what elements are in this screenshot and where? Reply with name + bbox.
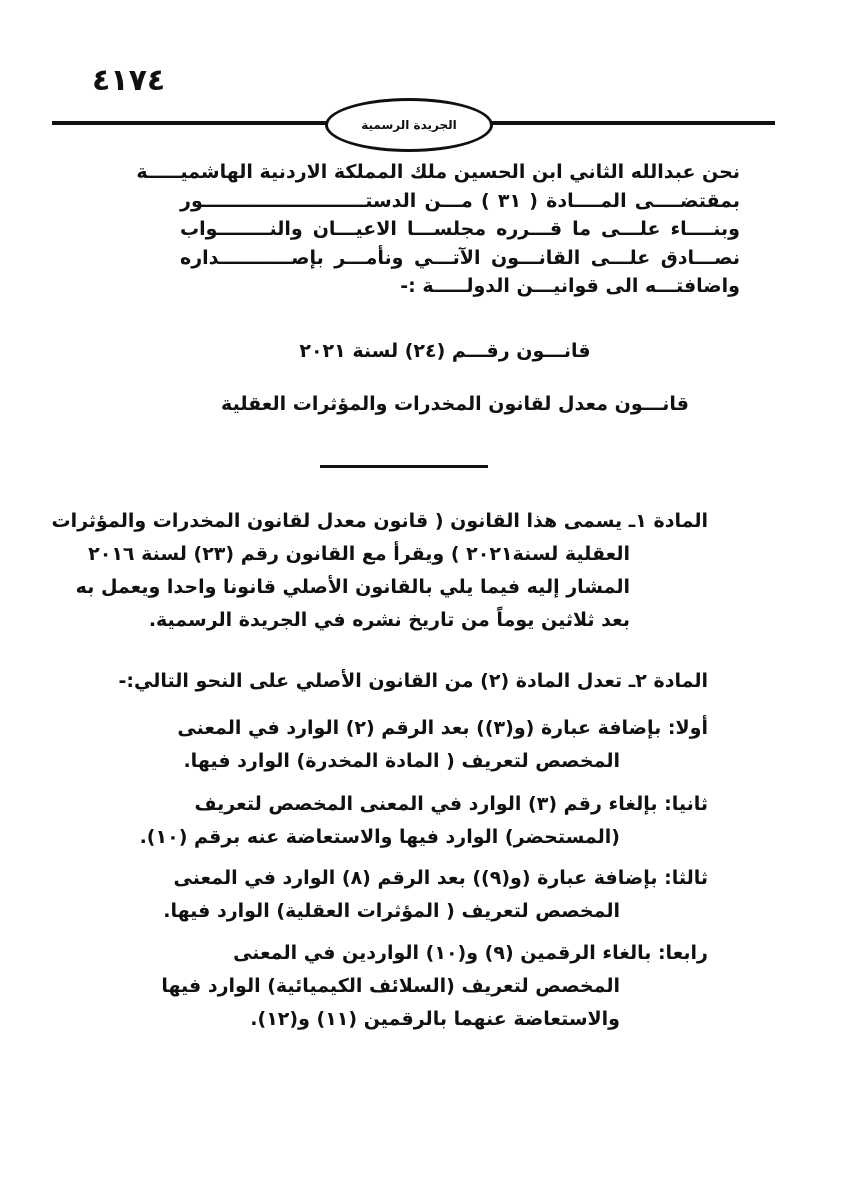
royal-preamble: [136, 158, 740, 301]
item-line: ثانيا: بإلغاء رقم (٣) الوارد في المعنى المخصص لتعريف: [194, 793, 708, 815]
gazette-emblem-oval: [325, 98, 493, 152]
law-name-title: قانـــون معدل لقانون المخدرات والمؤثرات العقلية: [221, 393, 689, 415]
item-line: أولا: بإضافة عبارة (و(٣)) بعد الرقم (٢) الوارد في المعنى: [177, 717, 708, 739]
item-line: المخصص لتعريف ( المادة المخدرة) الوارد فيها.: [183, 750, 620, 772]
law-number-title: قانـــون رقـــم (٢٤) لسنة ٢٠٢١: [299, 340, 591, 362]
article-line: العقلية لسنة٢٠٢١ ) ويقرأ مع القانون رقم (٢٣) لسنة ٢٠١٦: [88, 543, 630, 565]
item-line: والاستعاضة عنهما بالرقمين (١١) و(١٢).: [250, 1008, 620, 1030]
article-line: المشار إليه فيما يلي بالقانون الأصلي قانونا واحدا ويعمل به: [75, 576, 630, 598]
item-line: ثالثا: بإضافة عبارة (و(٩)) بعد الرقم (٨) الوارد في المعنى: [173, 867, 708, 889]
article-line: المادة ١ـ يسمى هذا القانون ( قانون معدل لقانون المخدرات والمؤثرات: [51, 510, 708, 532]
item-line: المخصص لتعريف (السلائف الكيميائية) الوارد فيها: [161, 975, 620, 997]
article-2-item-1: [105, 712, 708, 778]
article-2-item-2: [105, 788, 708, 854]
title-divider: [320, 465, 488, 468]
preamble-line: واضافتـــه الى قوانيـــن الدولـــــة :-: [400, 275, 740, 297]
item-line: رابعا: بالغاء الرقمين (٩) و(١٠) الواردين في المعنى: [233, 942, 708, 964]
preamble-line: بمقتضــــى المــــادة ( ٣١ ) مـــن الدستـــــــــــــــــــــــــور: [180, 189, 740, 212]
article-1: [51, 505, 708, 637]
item-line: المخصص لتعريف ( المؤثرات العقلية) الوارد فيها.: [163, 900, 620, 922]
article-line: بعد ثلاثين يوماً من تاريخ نشره في الجريدة الرسمية.: [148, 609, 630, 631]
article-2-item-3: [105, 862, 708, 928]
page-number: ٤١٧٤: [92, 63, 166, 98]
preamble-line: نحن عبدالله الثاني ابن الحسين ملك المملكة الاردنية الهاشميـــــة: [136, 161, 740, 183]
preamble-line: وبنــــاء علـــى ما قـــرره مجلســـا الاعيـــان والنــــــــواب: [180, 218, 740, 240]
article-2-item-4: [105, 937, 708, 1036]
item-line: (المستحضر) الوارد فيها والاستعاضة عنه برقم (١٠).: [139, 826, 620, 848]
preamble-line: نصـــادق علـــى القانـــون الآتـــي ونأمـــر بإصـــــــــــداره: [180, 246, 740, 269]
article-2-heading: المادة ٢ـ تعدل المادة (٢) من القانون الأصلي على النحو التالي:-: [118, 670, 708, 692]
gazette-name: الجريدة الرسمية: [361, 118, 457, 132]
